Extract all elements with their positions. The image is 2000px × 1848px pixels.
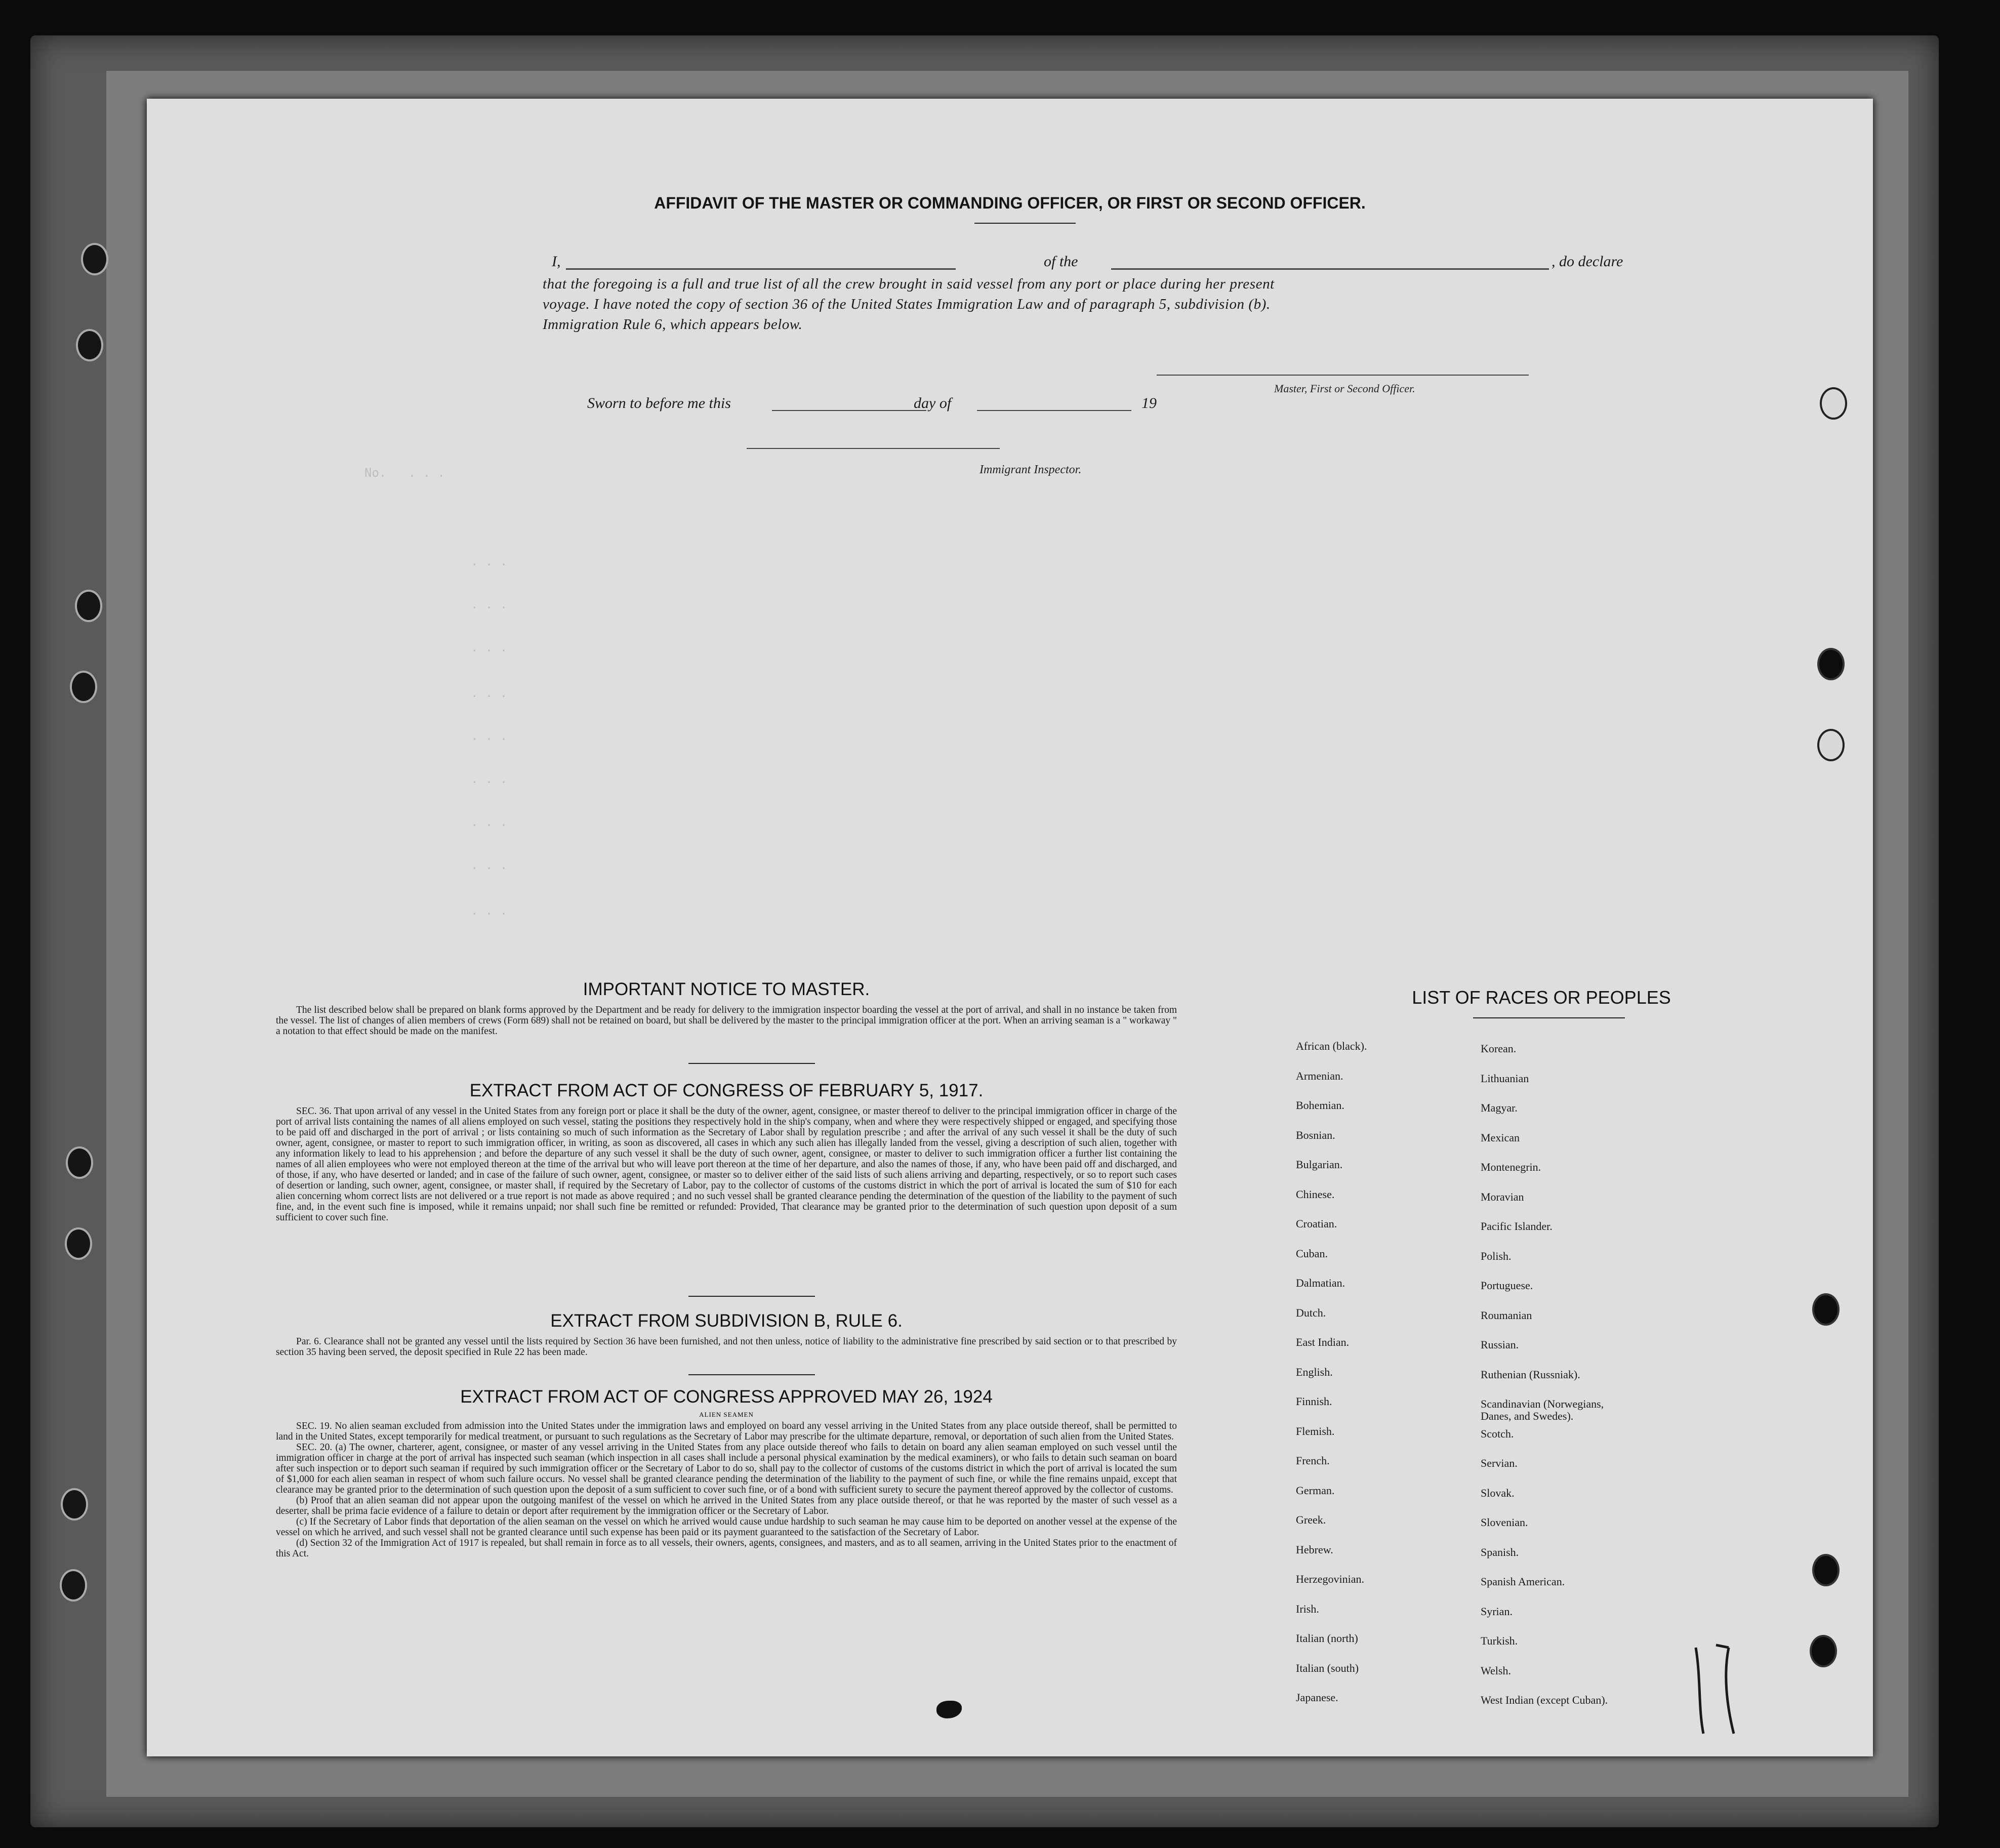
race-item: Scandinavian (Norwegians, Danes, and Swedes).: [1481, 1398, 1604, 1422]
act-1924-title: EXTRACT FROM ACT OF CONGRESS APPROVED MAY 26, 1924: [460, 1387, 993, 1407]
declare-label: , do declare: [1552, 253, 1623, 270]
race-item: Armenian.: [1296, 1069, 1343, 1082]
sworn-day-line[interactable]: [772, 410, 926, 411]
race-item: Dalmatian.: [1296, 1277, 1345, 1289]
punch-hole: [61, 1488, 88, 1521]
race-item: German.: [1296, 1484, 1335, 1497]
race-item: Finnish.: [1296, 1395, 1332, 1408]
race-item: Syrian.: [1481, 1605, 1513, 1618]
bleed-through-text: . . .: [471, 858, 508, 872]
act-1917-text: [276, 1106, 1177, 1223]
declarant-label: I,: [552, 253, 561, 270]
act-1917-paragraph: SEC. 36. That upon arrival of any vessel in the United States from any foreign port or place it shall be the duty of the owner, agent, consignee, or master thereof to deliver to the principal immigration officer in charge of the port of arrival lists containing the names of all aliens employed on such vessel, stating the positions they respectively hold in the ship's company, when and where they were respectively shipped or engaged, and specifying those to be paid off and discharged in the port of arrival ; or lists containing so much of such information as the Secretary of Labor shall by regulation prescribe ; and after the arrival of any such vessel it shall be the duty of such owner, agent, consignee, or master to report to such immigration officer, in writing, as soon as discovered, all cases in which any such alien has illegally landed from the vessel, giving a description of such alien, together with any information likely to lead to his apprehension ; and before the departure of any such vessel it shall be the duty of such owner, agent, consignee, or master to deliver to such immigration officer a further list containing the names of all alien employees who were not employed thereon at the time of the arrival but who will leave port thereon at the time of her departure, and also the names of those, if any, who have been paid off and discharged, and of those, if any, who have deserted or landed; and in case of the failure of such owner, agent, consignee, or master so to deliver either of the said lists of such aliens arriving and departing, respectively, or so to report such cases of desertion or landing, such owner, agent, consignee, or master shall, if required by the Secretary of Labor, pay to the collector of customs of the customs district in which the port of arrival is located the sum of $10 for each alien concerning whom correct lists are not delivered or a true report is not made as above required ; and no such vessel shall be granted clearance pending the determination of the question of the liability to the payment of such fine, and, in the event such fine is imposed, while it remains unpaid; nor shall such fine be remitted or refunded: Provided, That clearance may be granted prior to the determination of such question upon deposit of a sum sufficient to cover such fine.: [276, 1106, 1177, 1223]
day-of-label: day of: [914, 395, 952, 412]
race-item: Montenegrin.: [1481, 1161, 1541, 1173]
affidavit-line-2: voyage. I have noted the copy of section 36 of the United States Immigration Law and of paragraph 5, subdivision (b).: [543, 296, 1271, 312]
document-page: [147, 99, 1873, 1756]
act-1924-subtitle: ALIEN SEAMEN: [699, 1411, 754, 1418]
race-item: Bohemian.: [1296, 1099, 1344, 1112]
vessel-name-line[interactable]: [1111, 268, 1549, 270]
punch-hole: [1810, 1635, 1837, 1667]
bleed-through-text: . . .: [471, 772, 508, 786]
handwritten-page-mark: [1686, 1637, 1746, 1739]
bleed-through-text: . . .: [471, 904, 508, 918]
act-1924-paragraph-1: SEC. 19. No alien seaman excluded from admission into the United States under the immigration laws and employed on board any vessel arriving in the United States from any place outside thereof, shall be permitted to land in the United States, except temporarily for medical treatment, or pursuant to such regulations as the Secretary of Labor may prescribe for the ultimate departure, removal, or deportation of such alien from the United States.: [276, 1421, 1177, 1442]
punch-hole: [75, 590, 102, 622]
race-item: Japanese.: [1296, 1691, 1338, 1704]
of-the-label: of the: [1044, 253, 1078, 270]
act-1924-paragraph-4: (c) If the Secretary of Labor finds that deportation of the alien seaman on the vessel on which he arrived would cause undue hardship to such seaman he may cause him to be deported on another vessel at the expense of the vessel on which he arrived, and such vessel shall not be granted clearance until such expense has been paid or its payment guaranteed to the satisfaction of the Secretary of Labor.: [276, 1516, 1177, 1538]
punch-hole: [66, 1146, 93, 1179]
divider: [688, 1063, 815, 1064]
master-signature-line[interactable]: [1157, 375, 1529, 376]
race-item: Portuguese.: [1481, 1279, 1533, 1292]
bleed-through-text: . . .: [471, 686, 508, 700]
rule-6-paragraph: Par. 6. Clearance shall not be granted any vessel until the lists required by Section 36 have been furnished, and not then unless, notice of liability to the administrative fine prescribed by said section or to that prescribed by section 35 having been served, the deposit specified in Rule 22 has been made.: [276, 1336, 1177, 1358]
act-1917-title: EXTRACT FROM ACT OF CONGRESS OF FEBRUARY 5, 1917.: [469, 1081, 984, 1100]
bleed-through-text: . . .: [471, 729, 508, 743]
race-item: English.: [1296, 1365, 1333, 1378]
race-item: Magyar.: [1481, 1101, 1518, 1114]
punch-hole: [1820, 387, 1847, 420]
race-item: Slovak.: [1481, 1486, 1515, 1499]
punch-hole: [60, 1569, 87, 1601]
race-item: Dutch.: [1296, 1306, 1326, 1319]
race-item: Russian.: [1481, 1338, 1519, 1351]
punch-hole: [1812, 1554, 1840, 1586]
act-1924-paragraph-5: (d) Section 32 of the Immigration Act of 1917 is repealed, but shall remain in force as to all vessels, their owners, agents, consignees, and masters, and as to all seamen, arriving in the United States prior to the enactment of this Act.: [276, 1538, 1177, 1559]
inspector-label: Immigrant Inspector.: [979, 463, 1082, 476]
punch-hole: [76, 329, 103, 361]
divider: [688, 1296, 815, 1297]
notice-paragraph: The list described below shall be prepared on blank forms approved by the Department and be ready for delivery to the immigration inspector boarding the vessel at the port of arrival, and shall in no instance be taken from the vessel. The list of changes of alien members of crews (Form 689) shall not be retained on board, but shall be delivered by the master to the principal immigration officer at the port. When an arriving seaman is a " workaway " a notation to that effect should be made on the manifest.: [276, 1005, 1177, 1037]
race-item: Bosnian.: [1296, 1128, 1335, 1141]
divider: [1473, 1017, 1625, 1018]
punch-hole: [1817, 648, 1845, 680]
notice-text: [276, 1005, 1177, 1037]
inspector-signature-line[interactable]: [747, 448, 1000, 449]
punch-hole: [65, 1227, 92, 1260]
sworn-label: Sworn to before me this: [587, 395, 731, 412]
act-1924-text: [276, 1421, 1177, 1559]
race-item: Korean.: [1481, 1042, 1517, 1055]
race-item: Hebrew.: [1296, 1543, 1333, 1556]
sworn-month-line[interactable]: [977, 410, 1131, 411]
race-item: Italian (south): [1296, 1661, 1359, 1674]
race-item: Pacific Islander.: [1481, 1220, 1553, 1233]
races-left-column: [1296, 1040, 1468, 1721]
race-item: Scotch.: [1481, 1427, 1514, 1440]
bleed-through-text: . . .: [471, 597, 508, 611]
race-item: African (black).: [1296, 1040, 1367, 1052]
divider: [688, 1374, 815, 1375]
race-item: French.: [1296, 1454, 1330, 1467]
affidavit-line-1: that the foregoing is a full and true list of all the crew brought in said vessel from any port or place during her present: [543, 276, 1275, 292]
races-title: LIST OF RACES OR PEOPLES: [1412, 987, 1671, 1008]
race-item: Welsh.: [1481, 1664, 1511, 1677]
act-1924-paragraph-2: SEC. 20. (a) The owner, charterer, agent, consignee, or master of any vessel arriving in the United States from any place outside thereof who fails to detain on board any alien seaman employed on such vessel until the immigration officer in charge at the port of arrival has inspected such seaman (which inspection in all cases shall include a personal physical examination by the medical examiners), or who fails to detain such seaman on board after such inspection or to deport such seaman if required by such immigration officer or the Secretary of Labor to do so, shall pay to the collector of customs of the customs district in which the port of arrival is located the sum of $1,000 for each alien seaman in respect of whom such failure occurs. No vessel shall be granted clearance pending the determination of the liability to the payment of such fine, or while the fine remains unpaid, except that clearance may be granted prior to the determination of such question upon the deposit of a sum sufficient to cover such fine, or of a bond with sufficient surety to secure the payment thereof approved by the collector of customs.: [276, 1442, 1177, 1495]
race-item: West Indian (except Cuban).: [1481, 1694, 1608, 1706]
bleed-through-text: . . .: [471, 640, 508, 654]
act-1924-paragraph-3: (b) Proof that an alien seaman did not appear upon the outgoing manifest of the vessel on which he arrived in the United States from any place outside thereof, or that he was reported by the master of such vessel as a deserter, shall be prima facie evidence of a failure to detain or deport after requirement by the immigration officer or the Secretary of Labor.: [276, 1495, 1177, 1516]
master-signature-label: Master, First or Second Officer.: [1274, 382, 1415, 395]
affidavit-line-3: Immigration Rule 6, which appears below.: [543, 316, 803, 333]
race-item: Servian.: [1481, 1457, 1518, 1469]
rule-6-title: EXTRACT FROM SUBDIVISION B, RULE 6.: [550, 1311, 903, 1331]
punch-hole: [1812, 1293, 1840, 1326]
declarant-name-line[interactable]: [566, 268, 956, 270]
race-item: Spanish.: [1481, 1545, 1519, 1558]
bleed-through-text: No. . . .: [364, 466, 877, 480]
race-item: Ruthenian (Russniak).: [1481, 1368, 1580, 1381]
race-item: Slovenian.: [1481, 1516, 1528, 1529]
rule-6-text: [276, 1336, 1177, 1358]
race-item: Spanish American.: [1481, 1575, 1565, 1588]
punch-hole: [70, 671, 97, 703]
ink-blot: [936, 1701, 962, 1718]
year-label: 19: [1141, 395, 1157, 412]
race-item: Greek.: [1296, 1513, 1326, 1526]
bleed-through-text: . . .: [471, 554, 508, 568]
race-item: Flemish.: [1296, 1424, 1335, 1438]
race-item: Cuban.: [1296, 1247, 1328, 1260]
punch-hole: [1817, 729, 1845, 761]
race-item: Chinese.: [1296, 1187, 1335, 1201]
race-item: Mexican: [1481, 1131, 1520, 1144]
race-item: Bulgarian.: [1296, 1158, 1343, 1171]
affidavit-title: AFFIDAVIT OF THE MASTER OR COMMANDING OFFICER, OR FIRST OR SECOND OFFICER.: [654, 194, 1366, 212]
race-item: Irish.: [1296, 1602, 1319, 1615]
race-item: East Indian.: [1296, 1336, 1350, 1348]
race-item: Italian (north): [1296, 1632, 1358, 1645]
divider: [974, 223, 1076, 224]
punch-hole: [81, 243, 108, 275]
race-item: Polish.: [1481, 1249, 1512, 1262]
races-right-column: [1481, 1043, 1693, 1724]
bleed-through-text: . . .: [471, 815, 508, 829]
race-item: Lithuanian: [1481, 1072, 1529, 1085]
race-item: Herzegovinian.: [1296, 1573, 1364, 1585]
race-item: Roumanian: [1481, 1308, 1532, 1322]
race-item: Turkish.: [1481, 1634, 1518, 1647]
race-item: Moravian: [1481, 1190, 1524, 1203]
notice-title: IMPORTANT NOTICE TO MASTER.: [583, 979, 870, 999]
race-item: Croatian.: [1296, 1217, 1337, 1230]
